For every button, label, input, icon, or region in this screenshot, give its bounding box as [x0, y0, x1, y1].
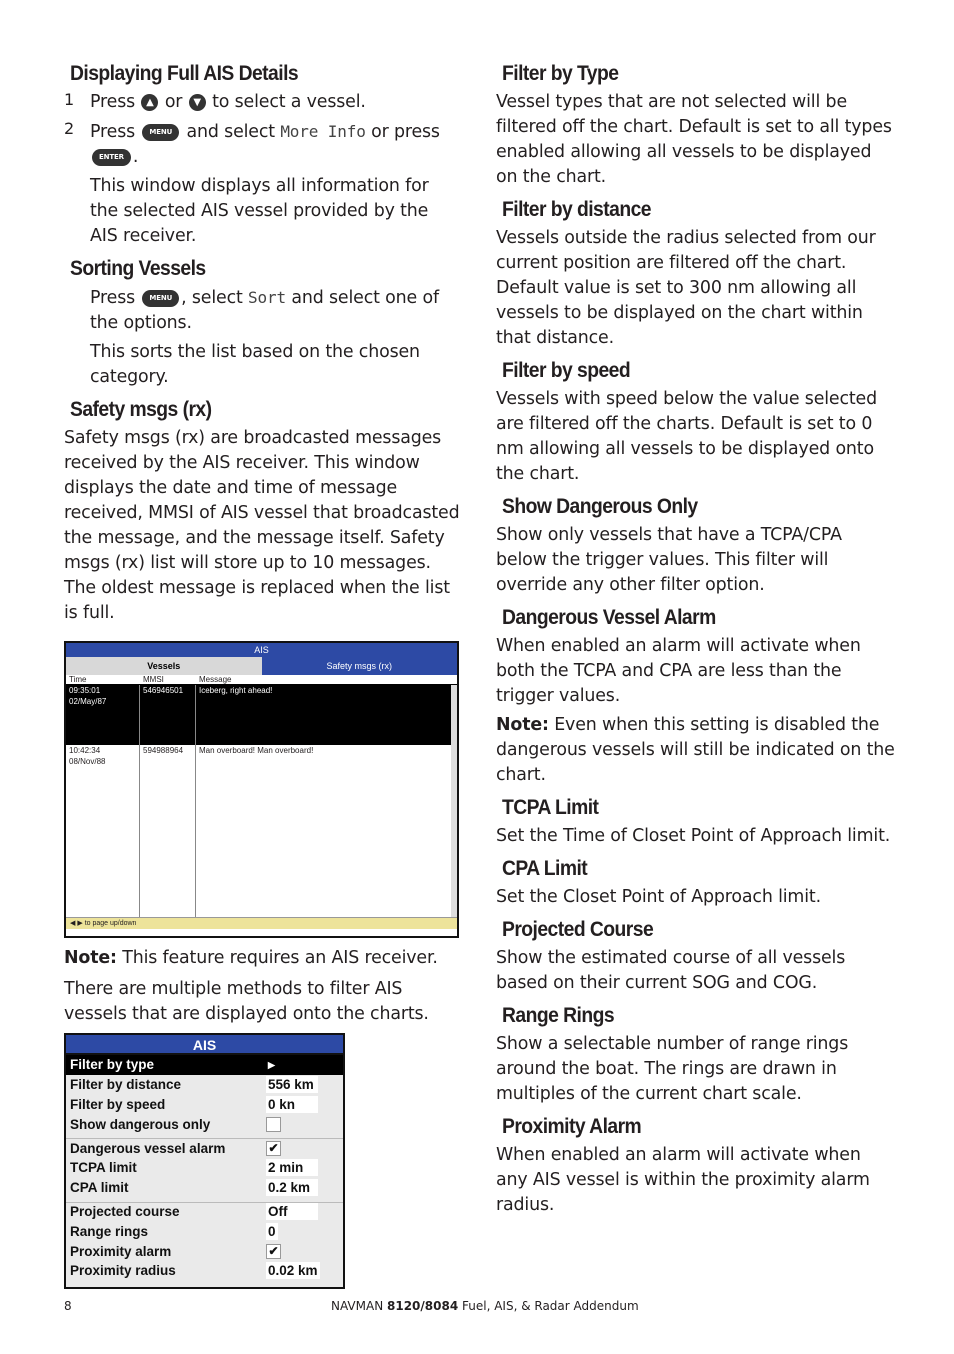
- heading-show-dangerous: Show Dangerous Only: [502, 495, 698, 518]
- text-filter-type: Vessel types that are not selected will be filtered off the chart. Default is set to all types enabled allowing all vessels to be displayed on the chart.: [496, 92, 892, 187]
- text-tcpa-limit: Set the Time of Closet Point of Approach limit.: [496, 826, 891, 846]
- note-label: Note:: [496, 715, 549, 735]
- menu-row-label: Filter by distance: [70, 1077, 182, 1093]
- step-1: [64, 90, 460, 115]
- heading-safety-msgs: Safety msgs (rx): [70, 398, 212, 421]
- heading-projected-course: Projected Course: [502, 918, 654, 941]
- footer-model: 8120/8084: [387, 1299, 459, 1313]
- heading-cpa-limit: CPA Limit: [502, 857, 588, 880]
- note-requires-receiver: [64, 946, 460, 971]
- step-number: 2: [64, 119, 75, 138]
- step-text: [90, 119, 460, 170]
- table-row[interactable]: [66, 745, 451, 917]
- enter-key-icon: ENTER: [92, 149, 131, 166]
- checkbox[interactable]: ✔: [266, 1141, 281, 1156]
- heading-proximity-alarm: Proximity Alarm: [502, 1115, 642, 1138]
- menu-row-tcpa-limit[interactable]: [66, 1158, 343, 1178]
- cell-time: [66, 745, 140, 917]
- step-2: [64, 119, 460, 170]
- cell-mmsi: 546946501: [140, 685, 196, 745]
- table-body[interactable]: [66, 685, 457, 917]
- ais-filter-menu-screen: [64, 1033, 345, 1289]
- menu-row-proximity-alarm[interactable]: [66, 1241, 343, 1261]
- menu-row-show-dangerous[interactable]: [66, 1114, 343, 1134]
- menu-row-label: Filter by type: [70, 1057, 155, 1073]
- step-text-part: and select: [186, 122, 275, 142]
- filter-methods-text: There are multiple methods to filter AIS vessels that are displayed onto the charts.: [64, 979, 429, 1024]
- menu-row-value[interactable]: 0 kn: [266, 1096, 318, 1113]
- sort-text-part: , select: [181, 288, 243, 308]
- tab-vessels[interactable]: Vessels: [66, 657, 262, 675]
- heading-displaying-details: Displaying Full AIS Details: [70, 62, 299, 85]
- heading-tcpa-limit: TCPA Limit: [502, 796, 599, 819]
- submenu-arrow-icon: ▸: [268, 1057, 275, 1073]
- tab-safety-msgs[interactable]: Safety msgs (rx): [262, 657, 458, 675]
- menu-row-value[interactable]: 0: [266, 1223, 278, 1240]
- table-header: [66, 675, 457, 685]
- step-text-part: Press: [90, 122, 136, 142]
- text-filter-speed: Vessels with speed below the value selected are filtered off the charts. Default is set to 0 nm allowing all vessels to be displayed onto the chart.: [496, 389, 877, 484]
- up-arrow-key-icon: ▲: [141, 94, 158, 111]
- time-value: 09:35:01: [69, 686, 101, 695]
- step-text-part: or: [164, 92, 183, 112]
- cell-message: Iceberg, right ahead!: [199, 686, 273, 695]
- step-text-part: .: [132, 147, 139, 167]
- screen-title: AIS: [66, 1035, 343, 1055]
- page-number: 8: [64, 1299, 72, 1313]
- step-text-part: or: [371, 122, 389, 142]
- date-value: 08/Nov/88: [69, 757, 106, 766]
- footer-brand: NAVMAN: [331, 1299, 384, 1313]
- col-mmsi: MMSI: [143, 675, 164, 684]
- right-column: [496, 60, 896, 1218]
- left-column: [64, 60, 460, 626]
- cell-time: [66, 685, 140, 745]
- date-value: 02/May/87: [69, 697, 107, 706]
- sort-instruction: [90, 285, 460, 336]
- menu-row-label: TCPA limit: [70, 1160, 137, 1176]
- step-text-part: to select a vessel.: [212, 92, 366, 112]
- menu-row-projected-course[interactable]: [66, 1202, 343, 1222]
- menu-key-icon: MENU: [142, 124, 179, 141]
- checkbox[interactable]: [266, 1117, 281, 1132]
- menu-row-filter-distance[interactable]: [66, 1075, 343, 1095]
- heading-range-rings: Range Rings: [502, 1004, 615, 1027]
- text-cpa-limit: Set the Closet Point of Approach limit.: [496, 887, 821, 907]
- document-footer: [331, 1299, 639, 1313]
- cell-message: Man overboard! Man overboard!: [199, 746, 314, 755]
- menu-row-filter-speed[interactable]: [66, 1095, 343, 1115]
- menu-row-label: Range rings: [70, 1223, 149, 1239]
- menu-row-label: Proximity radius: [70, 1263, 176, 1279]
- menu-row-label: Proximity alarm: [70, 1243, 172, 1259]
- menu-row-value[interactable]: 0.2 km: [266, 1179, 318, 1196]
- footer-title: Fuel, AIS, & Radar Addendum: [462, 1299, 639, 1313]
- menu-option-code: More Info: [280, 122, 366, 141]
- text-show-dangerous: Show only vessels that have a TCPA/CPA below the trigger values. This filter will override any other filter option.: [496, 525, 842, 595]
- text-range-rings: Show a selectable number of range rings around the boat. The rings are drawn in multiples of the current chart scale.: [496, 1034, 849, 1104]
- sort-text-part: Press: [90, 288, 136, 308]
- screen-tabs: [66, 657, 457, 675]
- menu-row-label: CPA limit: [70, 1180, 129, 1196]
- footer-hint-text: to page up/down: [84, 920, 137, 927]
- table-row[interactable]: [66, 685, 451, 745]
- menu-row-label: Filter by speed: [70, 1096, 166, 1112]
- col-message: Message: [199, 675, 232, 684]
- text-dangerous-alarm: When enabled an alarm will activate when both the TCPA and CPA are less than the trigger values.: [496, 636, 861, 706]
- step-text-part: Press: [90, 92, 136, 112]
- right-arrow-key-icon: ▶: [77, 920, 83, 927]
- menu-row-label: Dangerous vessel alarm: [70, 1141, 226, 1157]
- text-filter-distance: Vessels outside the radius selected from our current position are filtered off the chart. Default value is set to 300 nm allowing all vessels to be displayed on the chart within that distance.: [496, 228, 876, 348]
- screen-footer-hint: [66, 917, 457, 929]
- step-number: 1: [64, 90, 75, 109]
- sort-text-part: and select one of the options.: [90, 288, 439, 333]
- down-arrow-key-icon: ▼: [189, 94, 206, 111]
- step-2-description: This window displays all information for the selected AIS vessel provided by the AIS receiver.: [90, 176, 429, 246]
- menu-option-code: Sort: [248, 288, 286, 307]
- menu-row-value[interactable]: 0.02 km: [268, 1263, 318, 1279]
- step-text-part: press: [393, 122, 440, 142]
- heading-filter-speed: Filter by speed: [502, 359, 631, 382]
- heading-filter-type: Filter by Type: [502, 62, 619, 85]
- text-proximity-alarm: When enabled an alarm will activate when any AIS vessel is within the proximity alarm radius.: [496, 1145, 870, 1215]
- menu-row-range-rings[interactable]: [66, 1221, 343, 1241]
- menu-row-value[interactable]: Off: [266, 1203, 318, 1220]
- menu-row-proximity-radius[interactable]: [66, 1261, 343, 1281]
- heading-sorting-vessels: Sorting Vessels: [70, 257, 206, 280]
- note-dangerous-alarm: [496, 713, 896, 788]
- checkbox[interactable]: ✔: [266, 1244, 281, 1259]
- menu-row-filter-type[interactable]: [66, 1055, 343, 1075]
- heading-dangerous-alarm: Dangerous Vessel Alarm: [502, 606, 716, 629]
- time-value: 10:42:34: [69, 746, 101, 755]
- note-label: Note:: [64, 948, 117, 968]
- step-text: [90, 90, 366, 115]
- left-arrow-key-icon: ◀: [70, 920, 76, 927]
- text-projected-course: Show the estimated course of all vessels based on their current SOG and COG.: [496, 948, 846, 993]
- menu-row-cpa-limit[interactable]: [66, 1178, 343, 1198]
- note-text: This feature requires an AIS receiver.: [122, 948, 438, 968]
- heading-filter-distance: Filter by distance: [502, 198, 651, 221]
- cell-mmsi: 594988964: [140, 745, 196, 917]
- ais-safety-msgs-screen: [64, 641, 459, 938]
- menu-row-label: Projected course: [70, 1204, 180, 1220]
- col-time: Time: [69, 675, 87, 684]
- screen-title: AIS: [66, 643, 457, 657]
- menu-row-value[interactable]: 2 min: [266, 1159, 318, 1176]
- menu-key-icon: MENU: [142, 290, 179, 307]
- menu-row-label: Show dangerous only: [70, 1116, 211, 1132]
- note-text: Even when this setting is disabled the dangerous vessels will still be indicated on the chart.: [496, 715, 895, 785]
- sort-description: This sorts the list based on the chosen category.: [90, 342, 420, 387]
- menu-row-value[interactable]: 556 km: [266, 1076, 318, 1093]
- safety-description: Safety msgs (rx) are broadcasted messages received by the AIS receiver. This window displays the date and time of message received, MMSI of AIS vessel that broadcasted the message, and the message itself. Safety msgs (rx) list will store up to 10 messages. The oldest message is replaced when the list is full.: [64, 428, 460, 623]
- menu-row-dangerous-alarm[interactable]: [66, 1138, 343, 1158]
